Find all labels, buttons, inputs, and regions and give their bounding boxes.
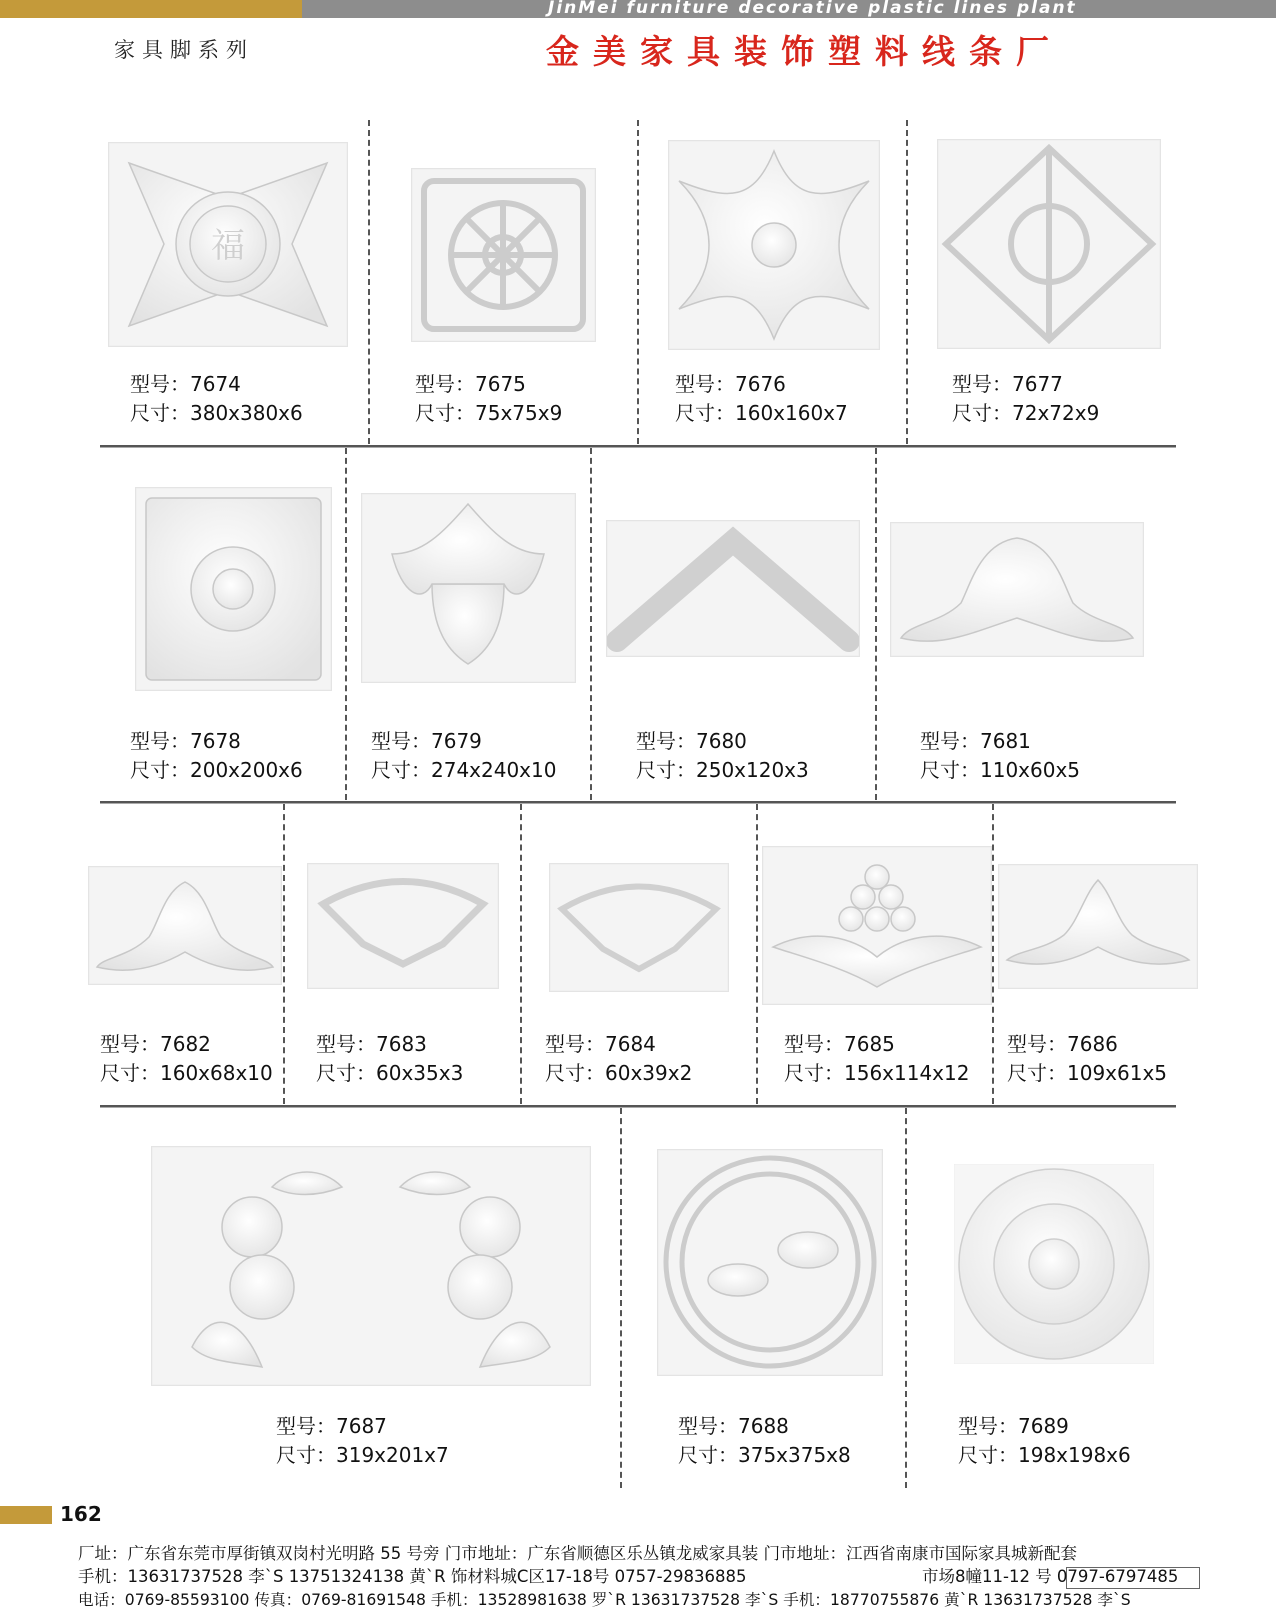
product-image-7681 bbox=[890, 522, 1144, 657]
product-caption-7679: 型号：7679 尺寸：274x240x10 bbox=[371, 729, 557, 782]
product-image-7683 bbox=[307, 863, 499, 989]
column-divider bbox=[756, 804, 758, 1104]
row-divider bbox=[100, 1105, 1176, 1108]
footer-phone-line: 手机：13631737528 李`S 13751324138 黄`R 饰材料城C区17-18号 0757-29836885 bbox=[78, 1567, 747, 1586]
shell-acanthus-ornament-icon bbox=[89, 867, 281, 984]
column-divider bbox=[620, 1108, 622, 1488]
footer-address-line: 厂址：广东省东莞市厚街镇双岗村光明路 55 号旁 门市地址：广东省顺德区乐丛镇龙威家具装 门市地址：江西省南康市国际家具城新配套 bbox=[78, 1544, 1077, 1563]
square-fu-ornament-icon bbox=[109, 143, 347, 346]
product-caption-7678: 型号：7678 尺寸：200x200x6 bbox=[130, 729, 303, 782]
shell-scroll-ornament-icon bbox=[891, 523, 1143, 656]
product-image-7684 bbox=[549, 863, 729, 992]
fan-fret-ornament-icon bbox=[308, 864, 498, 988]
product-caption-7681: 型号：7681 尺寸：110x60x5 bbox=[920, 729, 1081, 782]
product-caption-7674: 型号：7674 尺寸：380x380x6 bbox=[130, 372, 303, 425]
product-image-7679 bbox=[361, 493, 576, 683]
product-image-7689 bbox=[954, 1164, 1154, 1364]
fan-fret-small-ornament-icon bbox=[550, 864, 728, 991]
column-divider bbox=[637, 120, 639, 444]
product-image-7677 bbox=[937, 139, 1161, 349]
floral-pair-ornament-icon bbox=[152, 1147, 590, 1385]
product-caption-7683: 型号：7683 尺寸：60x35x3 bbox=[316, 1032, 464, 1085]
company-name: 金美家具装饰塑料线条厂 bbox=[546, 32, 1063, 71]
column-divider bbox=[875, 448, 877, 800]
round-rosette-medallion-icon bbox=[954, 1164, 1154, 1364]
square-flower-ornament-icon bbox=[136, 488, 331, 690]
column-divider bbox=[368, 120, 370, 444]
page-number: 162 bbox=[60, 1502, 102, 1526]
product-image-7680 bbox=[606, 520, 860, 657]
column-divider bbox=[992, 804, 994, 1104]
grape-leaf-ornament-icon bbox=[763, 847, 991, 1004]
product-image-7686 bbox=[998, 864, 1198, 989]
product-image-7675 bbox=[411, 168, 596, 342]
vase-ornament-icon bbox=[362, 494, 575, 682]
round-fish-medallion-icon bbox=[658, 1150, 882, 1375]
product-caption-7687: 型号：7687 尺寸：319x201x7 bbox=[276, 1414, 449, 1467]
product-caption-7684: 型号：7684 尺寸：60x39x2 bbox=[545, 1032, 693, 1085]
column-divider bbox=[905, 1108, 907, 1488]
product-caption-7688: 型号：7688 尺寸：375x375x8 bbox=[678, 1414, 851, 1467]
series-title: 家具脚系列 bbox=[114, 38, 254, 62]
crest-acanthus-ornament-icon bbox=[999, 865, 1197, 988]
product-caption-7676: 型号：7676 尺寸：160x160x7 bbox=[675, 372, 848, 425]
product-image-7678 bbox=[135, 487, 332, 691]
product-caption-7680: 型号：7680 尺寸：250x120x3 bbox=[636, 729, 809, 782]
product-image-7687 bbox=[151, 1146, 591, 1386]
svg-text:福: 福 bbox=[211, 226, 245, 266]
diamond-lattice-ornament-icon bbox=[938, 140, 1160, 348]
header-gold-bar bbox=[0, 0, 302, 18]
footer-contact-line: 电话：0769-85593100 传真：0769-81691548 手机：13528981638 罗`R 13631737528 李`S 手机：18770755876 黄`R 13631737528 李`S bbox=[78, 1591, 1131, 1609]
column-divider bbox=[906, 120, 908, 444]
row-divider bbox=[100, 801, 1176, 804]
product-image-7682 bbox=[88, 866, 282, 985]
product-image-7688 bbox=[657, 1149, 883, 1376]
english-title: JinMei furniture decorative plastic lines plant bbox=[548, 0, 1077, 18]
page-number-bar bbox=[0, 1506, 52, 1524]
column-divider bbox=[590, 448, 592, 800]
column-divider bbox=[283, 804, 285, 1104]
column-divider bbox=[345, 448, 347, 800]
column-divider bbox=[520, 804, 522, 1104]
footer-market-line: 市场8幢11-12 号 0797-6797485 bbox=[922, 1567, 1179, 1586]
product-caption-7675: 型号：7675 尺寸：75x75x9 bbox=[415, 372, 563, 425]
square-wheel-ornament-icon bbox=[412, 169, 595, 341]
product-image-7674 bbox=[108, 142, 348, 347]
product-image-7676 bbox=[668, 140, 880, 350]
product-caption-7677: 型号：7677 尺寸：72x72x9 bbox=[952, 372, 1100, 425]
product-caption-7685: 型号：7685 尺寸：156x114x12 bbox=[784, 1032, 970, 1085]
product-caption-7686: 型号：7686 尺寸：109x61x5 bbox=[1007, 1032, 1168, 1085]
product-image-7685 bbox=[762, 846, 992, 1005]
chevron-floral-ornament-icon bbox=[607, 521, 859, 656]
product-caption-7689: 型号：7689 尺寸：198x198x6 bbox=[958, 1414, 1131, 1467]
square-leaf-ornament-icon bbox=[669, 141, 879, 349]
row-divider bbox=[100, 445, 1176, 448]
product-caption-7682: 型号：7682 尺寸：160x68x10 bbox=[100, 1032, 273, 1085]
